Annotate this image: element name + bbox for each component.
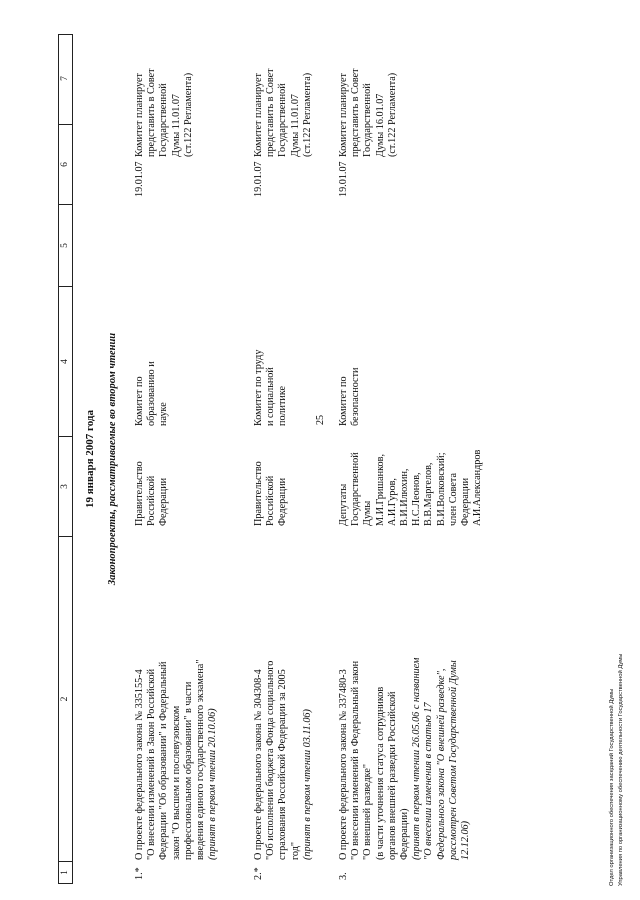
initiator-line: Федерации bbox=[158, 477, 170, 526]
note-line: Государственной bbox=[277, 83, 289, 157]
date-heading: 19 января 2007 года bbox=[84, 409, 96, 509]
initiator-line: Думы bbox=[362, 500, 374, 526]
initiator-line: член Совета bbox=[447, 473, 459, 526]
description-line: (в части уточнения статуса сотрудников bbox=[374, 686, 386, 860]
description-line: Федерации) bbox=[399, 808, 411, 860]
committee-line: безопасности bbox=[350, 367, 362, 426]
bill-initiator bbox=[134, 461, 171, 526]
responsible-committee bbox=[338, 368, 362, 426]
description-line: "О внесении изменений в Закон Российской bbox=[146, 668, 158, 860]
committee-note bbox=[338, 68, 399, 157]
row-number: 2.* bbox=[253, 867, 264, 880]
footer-line: Отдел организационного обеспечения заседаний Государственной Думы bbox=[609, 688, 615, 886]
description-line: органов внешней разведки Российской bbox=[386, 691, 398, 860]
footer-line: Управления по организационному обеспечению деятельности Государственной Думы bbox=[618, 653, 624, 886]
initiator-line: В.И.Илюхин, bbox=[399, 468, 411, 526]
note-line: (ст.122 Регламента) bbox=[182, 72, 194, 157]
description-line: Федерального закона "О внешней разведке", bbox=[435, 668, 447, 860]
committee-line: науке bbox=[158, 402, 170, 426]
description-line: год" bbox=[289, 841, 301, 860]
note-line: Государственной bbox=[158, 83, 170, 157]
description-line: 12.12.06) bbox=[460, 820, 472, 860]
description-line: "О внешней разведке" bbox=[362, 764, 374, 860]
description-line: (принят в первом чтении 03.11.06) bbox=[301, 709, 313, 860]
section-title: Законопроекты, рассматриваемые во втором чтении bbox=[107, 332, 118, 586]
column-number-1: 1 bbox=[59, 861, 72, 883]
note-line: представить в Совет bbox=[265, 68, 277, 157]
committee-line: Комитет по bbox=[338, 376, 349, 426]
row-number: 3. bbox=[338, 872, 349, 880]
description-line: (принят в первом чтении 20.10.06) bbox=[207, 708, 219, 860]
note-line: Думы 11.01.07 bbox=[289, 93, 301, 157]
column-number-6: 6 bbox=[59, 124, 72, 204]
note-line: (ст.122 Регламента) bbox=[386, 72, 398, 157]
initiator-line: Правительство bbox=[134, 461, 145, 526]
description-line: закон "О высшем и послевузовском bbox=[170, 705, 182, 860]
description-line: "Об исполнении бюджета Фонда социального bbox=[265, 660, 277, 860]
initiator-line: Государственной bbox=[350, 452, 362, 526]
initiator-line: В.В.Маргелов, bbox=[423, 462, 435, 526]
column-number-3: 3 bbox=[59, 436, 72, 536]
initiator-line: А.И.Александров bbox=[472, 449, 484, 526]
consideration-date: 19.01.07 bbox=[253, 161, 264, 197]
bill-description bbox=[253, 661, 314, 860]
bill-initiator bbox=[338, 450, 484, 526]
initiator-line: В.И.Волковский; bbox=[435, 452, 447, 526]
note-line: представить в Совет bbox=[350, 68, 362, 157]
initiator-line: Н.С.Леонов, bbox=[411, 472, 423, 526]
row-number: 1.* bbox=[134, 867, 145, 880]
bill-description bbox=[134, 660, 219, 860]
committee-line: и социальной bbox=[265, 367, 277, 426]
description-line: О проекте федерального закона № 335155-4 bbox=[134, 669, 145, 860]
note-line: (ст.122 Регламента) bbox=[301, 72, 313, 157]
agenda-table bbox=[58, 34, 628, 884]
page-number: 25 bbox=[315, 415, 326, 425]
consideration-date: 19.01.07 bbox=[338, 161, 349, 197]
initiator-line: Федерации bbox=[277, 477, 289, 526]
note-line: Комитет планирует bbox=[134, 73, 145, 157]
initiator-line: Правительство bbox=[253, 461, 264, 526]
description-line: рассмотрен Советом Государственной Думы bbox=[447, 660, 459, 860]
column-number-7: 7 bbox=[60, 76, 70, 81]
description-line: введения единого государственного экзамена" bbox=[195, 659, 207, 860]
initiator-line: А.И.Гуров, bbox=[386, 478, 398, 526]
note-line: Думы 16.01.07 bbox=[374, 93, 386, 157]
note-line: представить в Совет bbox=[146, 68, 158, 157]
initiator-line: Российской bbox=[265, 475, 277, 526]
description-line: "О внесении изменения в статью 17 bbox=[423, 702, 435, 860]
note-line: Комитет планирует bbox=[338, 73, 349, 157]
consideration-date: 19.01.07 bbox=[134, 161, 145, 197]
description-line: Федерации "Об образовании" и Федеральный bbox=[158, 661, 170, 860]
description-line: О проекте федерального закона № 337480-3 bbox=[338, 669, 349, 860]
committee-line: Комитет по bbox=[134, 376, 145, 426]
committee-line: образованию и bbox=[146, 361, 158, 426]
bill-initiator bbox=[253, 461, 290, 526]
column-number-5: 5 bbox=[59, 204, 72, 286]
responsible-committee bbox=[134, 361, 171, 426]
bill-description bbox=[338, 658, 472, 860]
committee-line: политике bbox=[277, 385, 289, 426]
column-number-4: 4 bbox=[59, 286, 72, 436]
responsible-committee bbox=[253, 350, 290, 426]
initiator-line: Депутаты bbox=[338, 483, 349, 526]
note-line: Думы 11.01.07 bbox=[170, 93, 182, 157]
committee-note bbox=[134, 68, 195, 157]
column-number-2: 2 bbox=[59, 536, 72, 861]
description-line: О проекте федерального закона № 304308-4 bbox=[253, 669, 264, 860]
description-line: профессиональном образовании" в части bbox=[182, 681, 194, 860]
note-line: Государственной bbox=[362, 83, 374, 157]
description-line: (принят в первом чтении 26.05.06 с названием bbox=[411, 657, 423, 860]
initiator-line: Федерации bbox=[460, 477, 472, 526]
description-line: страхования Российской Федерации за 2005 bbox=[277, 669, 289, 860]
initiator-line: М.И.Гришанков, bbox=[374, 453, 386, 526]
footer bbox=[608, 586, 626, 886]
initiator-line: Российской bbox=[146, 475, 158, 526]
description-line: "О внесении изменений в Федеральный закон bbox=[350, 660, 362, 860]
column-number-header bbox=[58, 34, 73, 884]
note-line: Комитет планирует bbox=[253, 73, 264, 157]
committee-note bbox=[253, 68, 314, 157]
committee-line: Комитет по труду bbox=[253, 349, 264, 426]
